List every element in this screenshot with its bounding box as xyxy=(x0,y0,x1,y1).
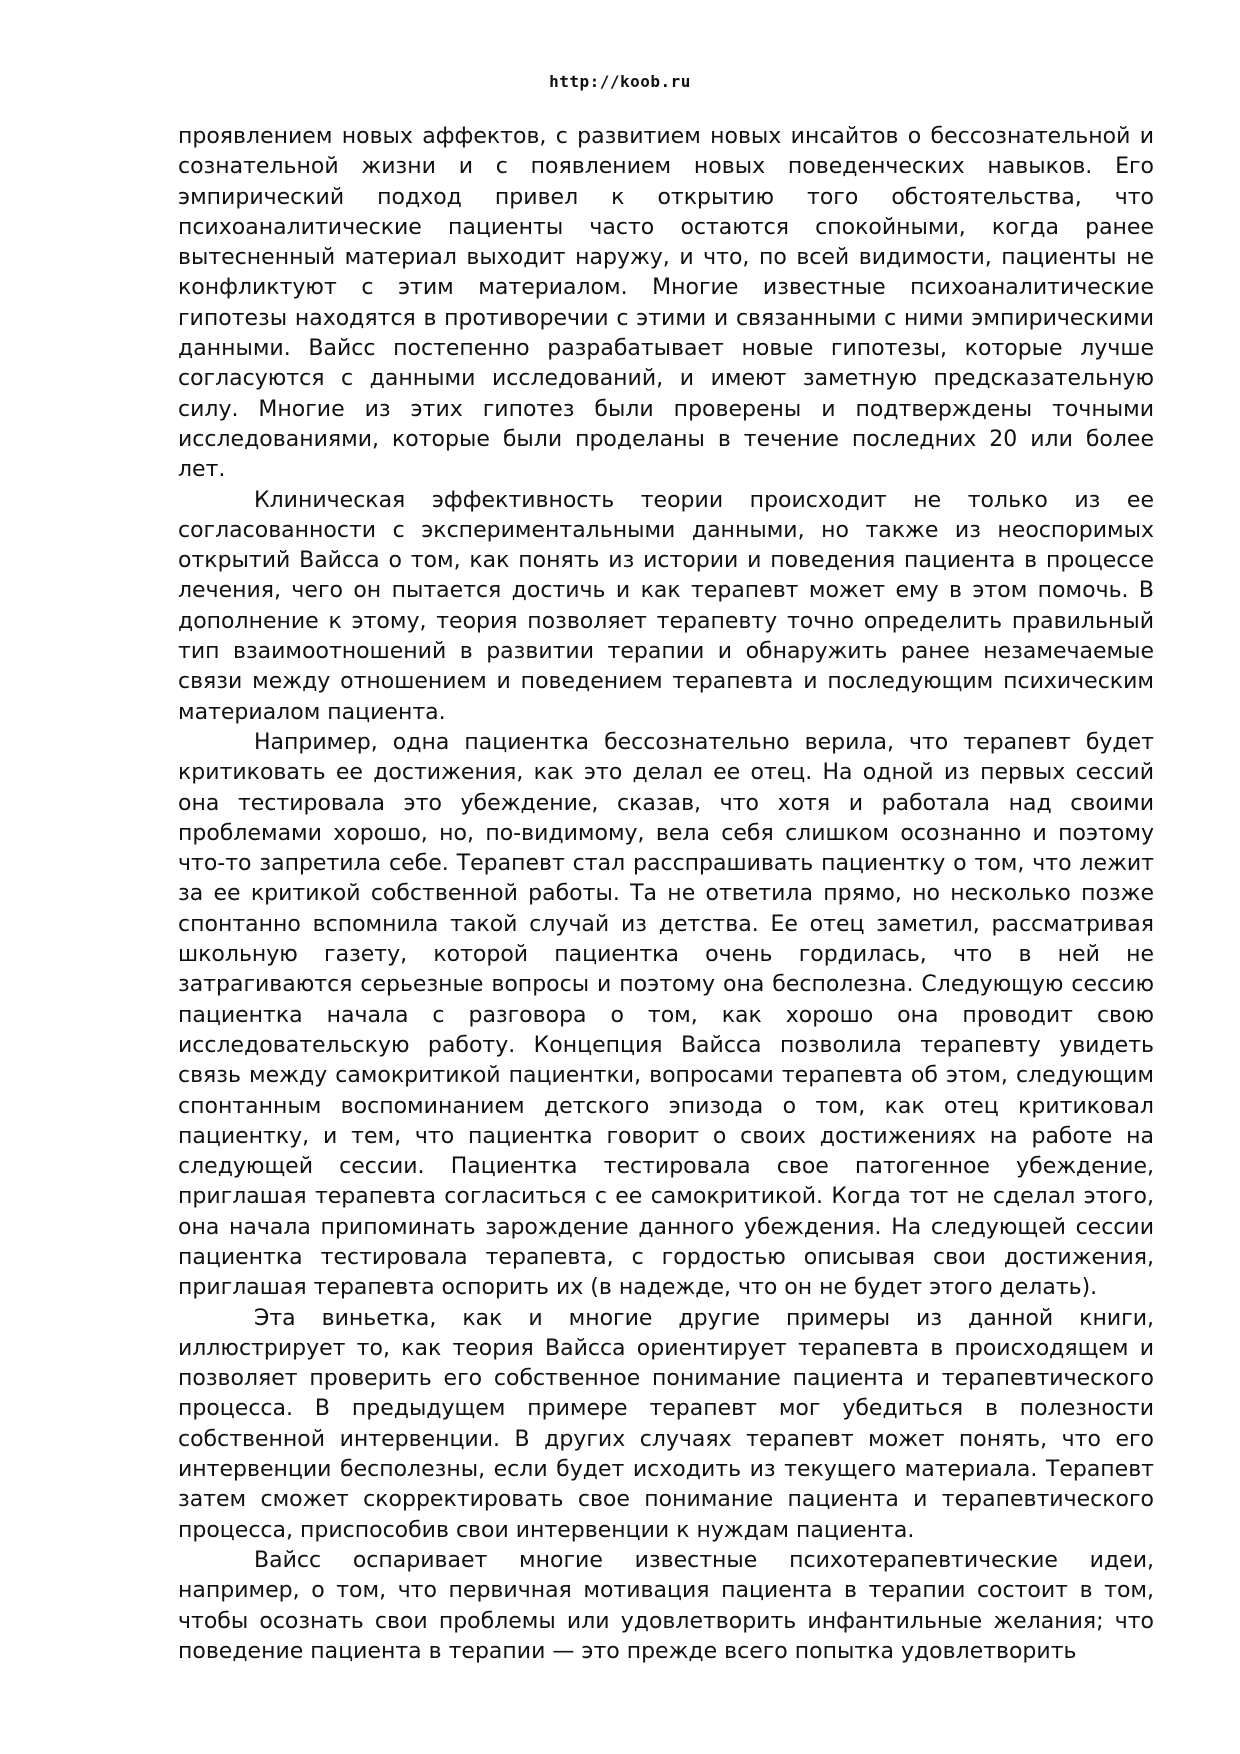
paragraph: Например, одна пациентка бессознательно верила, что терапевт будет критиковать ее достижения, как это делал ее отец. На одной из первых сессий она тестировала это убеждение, сказав, что хотя и работала над своими проблемами хорошо, но, по-видимому, вела себя слишком осознанно и поэтому что-то запретила себе. Терапевт стал расспрашивать пациентку о том, что лежит за ее критикой собственной работы. Та не ответила прямо, но несколько позже спонтанно вспомнила такой случай из детства. Ее отец заметил, рассматривая школьную газету, которой пациентка очень гордилась, что в ней не затрагиваются серьезные вопросы и поэтому она бесполезна. Следующую сессию пациентка начала с разговора о том, как хорошо она проводит свою исследовательскую работу. Концепция Вайсса позволила терапевту увидеть связь между самокритикой пациентки, вопросами терапевта об этом, следующим спонтанным воспоминанием детского эпизода о том, как отец критиковал пациентку, и тем, что пациентка говорит о своих достижениях на работе на следующей сессии. Пациентка тестировала свое патогенное убеждение, приглашая терапевта согласиться с ее самокритикой. Когда тот не сделал этого, она начала припоминать зарождение данного убеждения. На следующей сессии пациентка тестировала терапевта, с гордостью описывая свои достижения, приглашая терапевта оспорить их (в надежде, что он не будет этого делать). xyxy=(178,729,1154,1301)
document-body xyxy=(178,122,1154,1667)
paragraph: Клиническая эффективность теории происходит не только из ее согласованности с экспериментальными данными, но также из неоспоримых открытий Вайсса о том, как понять из истории и поведения пациента в процессе лечения, чего он пытается достичь и как терапевт может ему в этом помочь. В дополнение к этому, теория позволяет терапевту точно определить правильный тип взаимоотношений в развитии терапии и обнаружить ранее незамечаемые связи между отношением и поведением терапевта и последующим психическим материалом пациента. xyxy=(178,487,1154,725)
page-header-url: http://koob.ru xyxy=(549,72,691,91)
paragraph-continuation: проявлением новых аффектов, с развитием новых инсайтов о бессознательной и сознательной жизни и с появлением новых поведенческих навыков. Его эмпирический подход привел к открытию того обстоятельства, что психоаналитические пациенты часто остаются спокойными, когда ранее вытесненный материал выходит наружу, и что, по всей видимости, пациенты не конфликтуют с этим материалом. Многие известные психоаналитические гипотезы находятся в противоречии с этими и связанными с ними эмпирическими данными. Вайсс постепенно разрабатывает новые гипотезы, которые лучше согласуются с данными исследований, и имеют заметную предсказательную силу. Многие из этих гипотез были проверены и подтверждены точными исследованиями, которые были проделаны в течение последних 20 или более лет. xyxy=(178,124,1154,483)
paragraph: Эта виньетка, как и многие другие примеры из данной книги, иллюстрирует то, как теория Вайсса ориентирует терапевта в происходящем и позволяет проверить его собственное понимание пациента и терапевтического процесса. В предыдущем примере терапевт мог убедиться в полезности собственной интервенции. В других случаях терапевт может понять, что его интервенции бесполезны, если будет исходить из текущего материала. Терапевт затем сможет скорректировать свое понимание пациента и терапевтического процесса, приспособив свои интервенции к нуждам пациента. xyxy=(178,1305,1154,1543)
paragraph: Вайсс оспаривает многие известные психотерапевтические идеи, например, о том, что первичная мотивация пациента в терапии состоит в том, чтобы осознать свои проблемы или удовлетворить инфантильные желания; что поведение пациента в терапии — это прежде всего попытка удовлетворить xyxy=(178,1547,1154,1664)
